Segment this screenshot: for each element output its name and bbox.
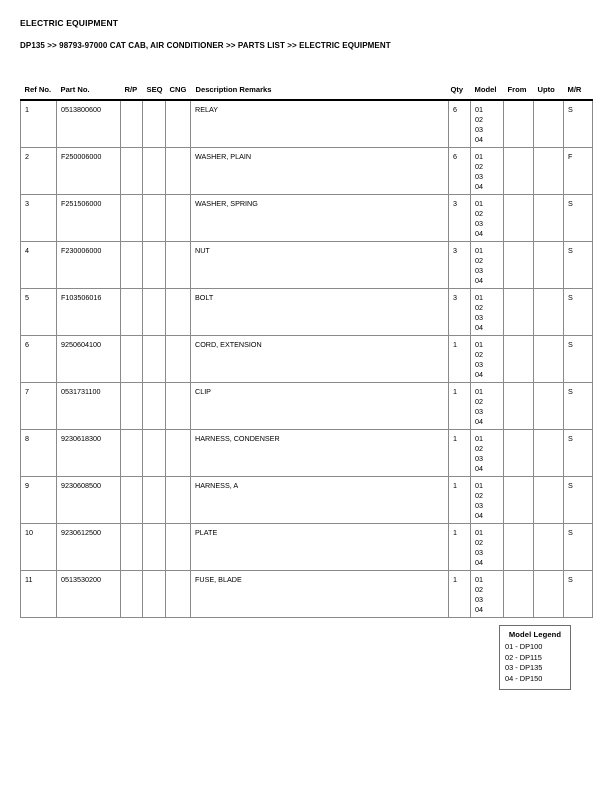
cell-mr: S bbox=[564, 524, 593, 571]
cell-qty: 1 bbox=[449, 383, 471, 430]
cell-seq bbox=[143, 430, 166, 477]
model-code: 01 bbox=[475, 340, 483, 349]
cell-ref-no: 2 bbox=[21, 148, 57, 195]
cell-from bbox=[504, 336, 534, 383]
cell-model bbox=[471, 289, 504, 336]
cell-mr: S bbox=[564, 289, 593, 336]
cell-cng bbox=[166, 289, 191, 336]
cell-from bbox=[504, 430, 534, 477]
cell-model bbox=[471, 571, 504, 618]
cell-from bbox=[504, 524, 534, 571]
cell-cng bbox=[166, 383, 191, 430]
model-code: 02 bbox=[475, 302, 483, 312]
model-code: 01 bbox=[475, 434, 483, 443]
cell-cng bbox=[166, 477, 191, 524]
model-code: 01 bbox=[475, 246, 483, 255]
model-code: 03 bbox=[475, 453, 483, 463]
cell-upto bbox=[534, 383, 564, 430]
model-code: 02 bbox=[475, 255, 483, 265]
cell-model bbox=[471, 100, 504, 148]
cell-model bbox=[471, 477, 504, 524]
model-code: 02 bbox=[475, 396, 483, 406]
cell-qty: 1 bbox=[449, 430, 471, 477]
cell-ref-no: 11 bbox=[21, 571, 57, 618]
model-code: 02 bbox=[475, 443, 483, 453]
cell-mr: S bbox=[564, 242, 593, 289]
cell-rp bbox=[121, 524, 143, 571]
cell-ref-no: 1 bbox=[21, 100, 57, 148]
cell-description: NUT bbox=[191, 242, 449, 289]
cell-upto bbox=[534, 100, 564, 148]
table-row bbox=[21, 477, 593, 524]
cell-ref-no: 6 bbox=[21, 336, 57, 383]
model-legend-entry: 01 - DP100 bbox=[505, 642, 543, 651]
cell-cng bbox=[166, 242, 191, 289]
cell-cng bbox=[166, 571, 191, 618]
cell-qty: 6 bbox=[449, 148, 471, 195]
model-code: 04 bbox=[475, 604, 483, 614]
cell-rp bbox=[121, 148, 143, 195]
cell-ref-no: 9 bbox=[21, 477, 57, 524]
cell-seq bbox=[143, 477, 166, 524]
table-header bbox=[21, 85, 593, 100]
model-code: 03 bbox=[475, 500, 483, 510]
cell-from bbox=[504, 477, 534, 524]
cell-mr: S bbox=[564, 383, 593, 430]
model-code: 03 bbox=[475, 171, 483, 181]
model-code: 02 bbox=[475, 208, 483, 218]
cell-qty: 6 bbox=[449, 100, 471, 148]
cell-upto bbox=[534, 571, 564, 618]
model-legend-entry: 03 - DP135 bbox=[505, 663, 543, 673]
cell-from bbox=[504, 383, 534, 430]
cell-part-no: 0531731100 bbox=[57, 383, 121, 430]
cell-from bbox=[504, 571, 534, 618]
breadcrumb: DP135 >> 98793-97000 CAT CAB, AIR CONDITIONER >> PARTS LIST >> ELECTRIC EQUIPMENT bbox=[20, 41, 391, 50]
cell-ref-no: 8 bbox=[21, 430, 57, 477]
table-row bbox=[21, 383, 593, 430]
cell-mr: S bbox=[564, 336, 593, 383]
cell-description: RELAY bbox=[191, 100, 449, 148]
cell-part-no: 9230608500 bbox=[57, 477, 121, 524]
cell-cng bbox=[166, 100, 191, 148]
cell-ref-no: 10 bbox=[21, 524, 57, 571]
cell-qty: 1 bbox=[449, 336, 471, 383]
model-code: 03 bbox=[475, 124, 483, 134]
table-row bbox=[21, 289, 593, 336]
cell-qty: 3 bbox=[449, 195, 471, 242]
model-code: 01 bbox=[475, 575, 483, 584]
cell-seq bbox=[143, 336, 166, 383]
cell-qty: 3 bbox=[449, 242, 471, 289]
table-header-row bbox=[21, 85, 593, 100]
model-code: 03 bbox=[475, 406, 483, 416]
model-code: 02 bbox=[475, 537, 483, 547]
cell-from bbox=[504, 289, 534, 336]
cell-upto bbox=[534, 242, 564, 289]
column-header-mr: M/R bbox=[567, 85, 582, 94]
table-row bbox=[21, 336, 593, 383]
model-code: 01 bbox=[475, 481, 483, 490]
cell-part-no: F230006000 bbox=[57, 242, 121, 289]
cell-upto bbox=[534, 524, 564, 571]
cell-cng bbox=[166, 430, 191, 477]
cell-from bbox=[504, 195, 534, 242]
column-header-description: Description Remarks bbox=[195, 85, 272, 94]
column-header-cng: CNG bbox=[169, 85, 187, 94]
column-header-from: From bbox=[507, 85, 527, 94]
model-code: 03 bbox=[475, 265, 483, 275]
model-code: 03 bbox=[475, 218, 483, 228]
cell-model bbox=[471, 430, 504, 477]
table-row bbox=[21, 195, 593, 242]
model-code: 04 bbox=[475, 322, 483, 332]
cell-upto bbox=[534, 289, 564, 336]
model-legend-entry: 02 - DP115 bbox=[505, 652, 542, 662]
model-code: 04 bbox=[475, 510, 483, 520]
table-row bbox=[21, 524, 593, 571]
model-code: 04 bbox=[475, 181, 483, 191]
cell-seq bbox=[143, 242, 166, 289]
cell-rp bbox=[121, 100, 143, 148]
column-header-rp: R/P bbox=[124, 85, 138, 94]
table-row bbox=[21, 148, 593, 195]
model-code: 01 bbox=[475, 199, 483, 208]
model-code: 01 bbox=[475, 387, 483, 396]
cell-part-no: F250006000 bbox=[57, 148, 121, 195]
model-code: 04 bbox=[475, 463, 483, 473]
table-body bbox=[21, 100, 593, 618]
model-code: 01 bbox=[475, 152, 483, 161]
cell-seq bbox=[143, 195, 166, 242]
cell-rp bbox=[121, 195, 143, 242]
model-code: 04 bbox=[475, 557, 483, 567]
cell-part-no: 0513530200 bbox=[57, 571, 121, 618]
column-header-part-no: Part No. bbox=[60, 85, 90, 94]
cell-ref-no: 7 bbox=[21, 383, 57, 430]
column-header-ref-no: Ref No. bbox=[24, 85, 52, 94]
cell-description: HARNESS, A bbox=[191, 477, 449, 524]
cell-upto bbox=[534, 336, 564, 383]
cell-upto bbox=[534, 195, 564, 242]
cell-rp bbox=[121, 289, 143, 336]
page-title: ELECTRIC EQUIPMENT bbox=[20, 18, 119, 28]
cell-qty: 1 bbox=[449, 477, 471, 524]
cell-from bbox=[504, 100, 534, 148]
cell-part-no: 0513800600 bbox=[57, 100, 121, 148]
model-code: 01 bbox=[475, 528, 483, 537]
cell-cng bbox=[166, 148, 191, 195]
model-code: 02 bbox=[475, 114, 483, 124]
cell-upto bbox=[534, 477, 564, 524]
model-code: 03 bbox=[475, 594, 483, 604]
cell-rp bbox=[121, 430, 143, 477]
cell-upto bbox=[534, 430, 564, 477]
model-legend-entry: 04 - DP150 bbox=[505, 673, 543, 683]
model-code: 03 bbox=[475, 359, 483, 369]
cell-cng bbox=[166, 336, 191, 383]
cell-model bbox=[471, 242, 504, 289]
cell-ref-no: 5 bbox=[21, 289, 57, 336]
table-row bbox=[21, 100, 593, 148]
cell-description: CLIP bbox=[191, 383, 449, 430]
cell-seq bbox=[143, 100, 166, 148]
table-row bbox=[21, 571, 593, 618]
cell-seq bbox=[143, 524, 166, 571]
column-header-upto: Upto bbox=[537, 85, 555, 94]
model-code: 03 bbox=[475, 312, 483, 322]
model-code: 02 bbox=[475, 349, 483, 359]
cell-mr: S bbox=[564, 100, 593, 148]
model-code: 02 bbox=[475, 490, 483, 500]
cell-mr: S bbox=[564, 195, 593, 242]
cell-model bbox=[471, 148, 504, 195]
cell-seq bbox=[143, 571, 166, 618]
cell-ref-no: 4 bbox=[21, 242, 57, 289]
cell-mr: S bbox=[564, 571, 593, 618]
cell-mr: F bbox=[564, 148, 593, 195]
cell-part-no: F251506000 bbox=[57, 195, 121, 242]
column-header-model: Model bbox=[474, 85, 497, 94]
model-code: 04 bbox=[475, 134, 483, 144]
cell-part-no: 9250604100 bbox=[57, 336, 121, 383]
cell-model bbox=[471, 383, 504, 430]
cell-qty: 1 bbox=[449, 524, 471, 571]
cell-model bbox=[471, 336, 504, 383]
model-legend-title: Model Legend bbox=[508, 630, 562, 639]
model-code: 04 bbox=[475, 228, 483, 238]
model-code: 02 bbox=[475, 161, 483, 171]
cell-rp bbox=[121, 477, 143, 524]
cell-description: CORD, EXTENSION bbox=[191, 336, 449, 383]
cell-cng bbox=[166, 195, 191, 242]
cell-part-no: F103506016 bbox=[57, 289, 121, 336]
cell-seq bbox=[143, 383, 166, 430]
cell-description: HARNESS, CONDENSER bbox=[191, 430, 449, 477]
cell-from bbox=[504, 242, 534, 289]
cell-qty: 1 bbox=[449, 571, 471, 618]
column-header-qty: Qty bbox=[450, 85, 464, 94]
model-code: 01 bbox=[475, 293, 483, 302]
parts-list-table bbox=[20, 85, 593, 618]
cell-rp bbox=[121, 571, 143, 618]
table-row bbox=[21, 430, 593, 477]
model-code: 04 bbox=[475, 369, 483, 379]
cell-description: WASHER, SPRING bbox=[191, 195, 449, 242]
cell-rp bbox=[121, 383, 143, 430]
cell-from bbox=[504, 148, 534, 195]
model-code: 01 bbox=[475, 105, 483, 114]
cell-part-no: 9230618300 bbox=[57, 430, 121, 477]
cell-description: FUSE, BLADE bbox=[191, 571, 449, 618]
model-legend-entries bbox=[505, 642, 565, 684]
column-header-seq: SEQ bbox=[146, 85, 163, 94]
cell-rp bbox=[121, 242, 143, 289]
cell-description: BOLT bbox=[191, 289, 449, 336]
cell-model bbox=[471, 195, 504, 242]
cell-part-no: 9230612500 bbox=[57, 524, 121, 571]
model-code: 03 bbox=[475, 547, 483, 557]
cell-cng bbox=[166, 524, 191, 571]
cell-mr: S bbox=[564, 430, 593, 477]
cell-ref-no: 3 bbox=[21, 195, 57, 242]
cell-upto bbox=[534, 148, 564, 195]
cell-qty: 3 bbox=[449, 289, 471, 336]
model-code: 02 bbox=[475, 584, 483, 594]
cell-mr: S bbox=[564, 477, 593, 524]
model-code: 04 bbox=[475, 416, 483, 426]
table-row bbox=[21, 242, 593, 289]
model-code: 04 bbox=[475, 275, 483, 285]
cell-model bbox=[471, 524, 504, 571]
cell-seq bbox=[143, 148, 166, 195]
cell-rp bbox=[121, 336, 143, 383]
cell-seq bbox=[143, 289, 166, 336]
model-legend bbox=[499, 625, 571, 690]
cell-description: WASHER, PLAIN bbox=[191, 148, 449, 195]
cell-description: PLATE bbox=[191, 524, 449, 571]
